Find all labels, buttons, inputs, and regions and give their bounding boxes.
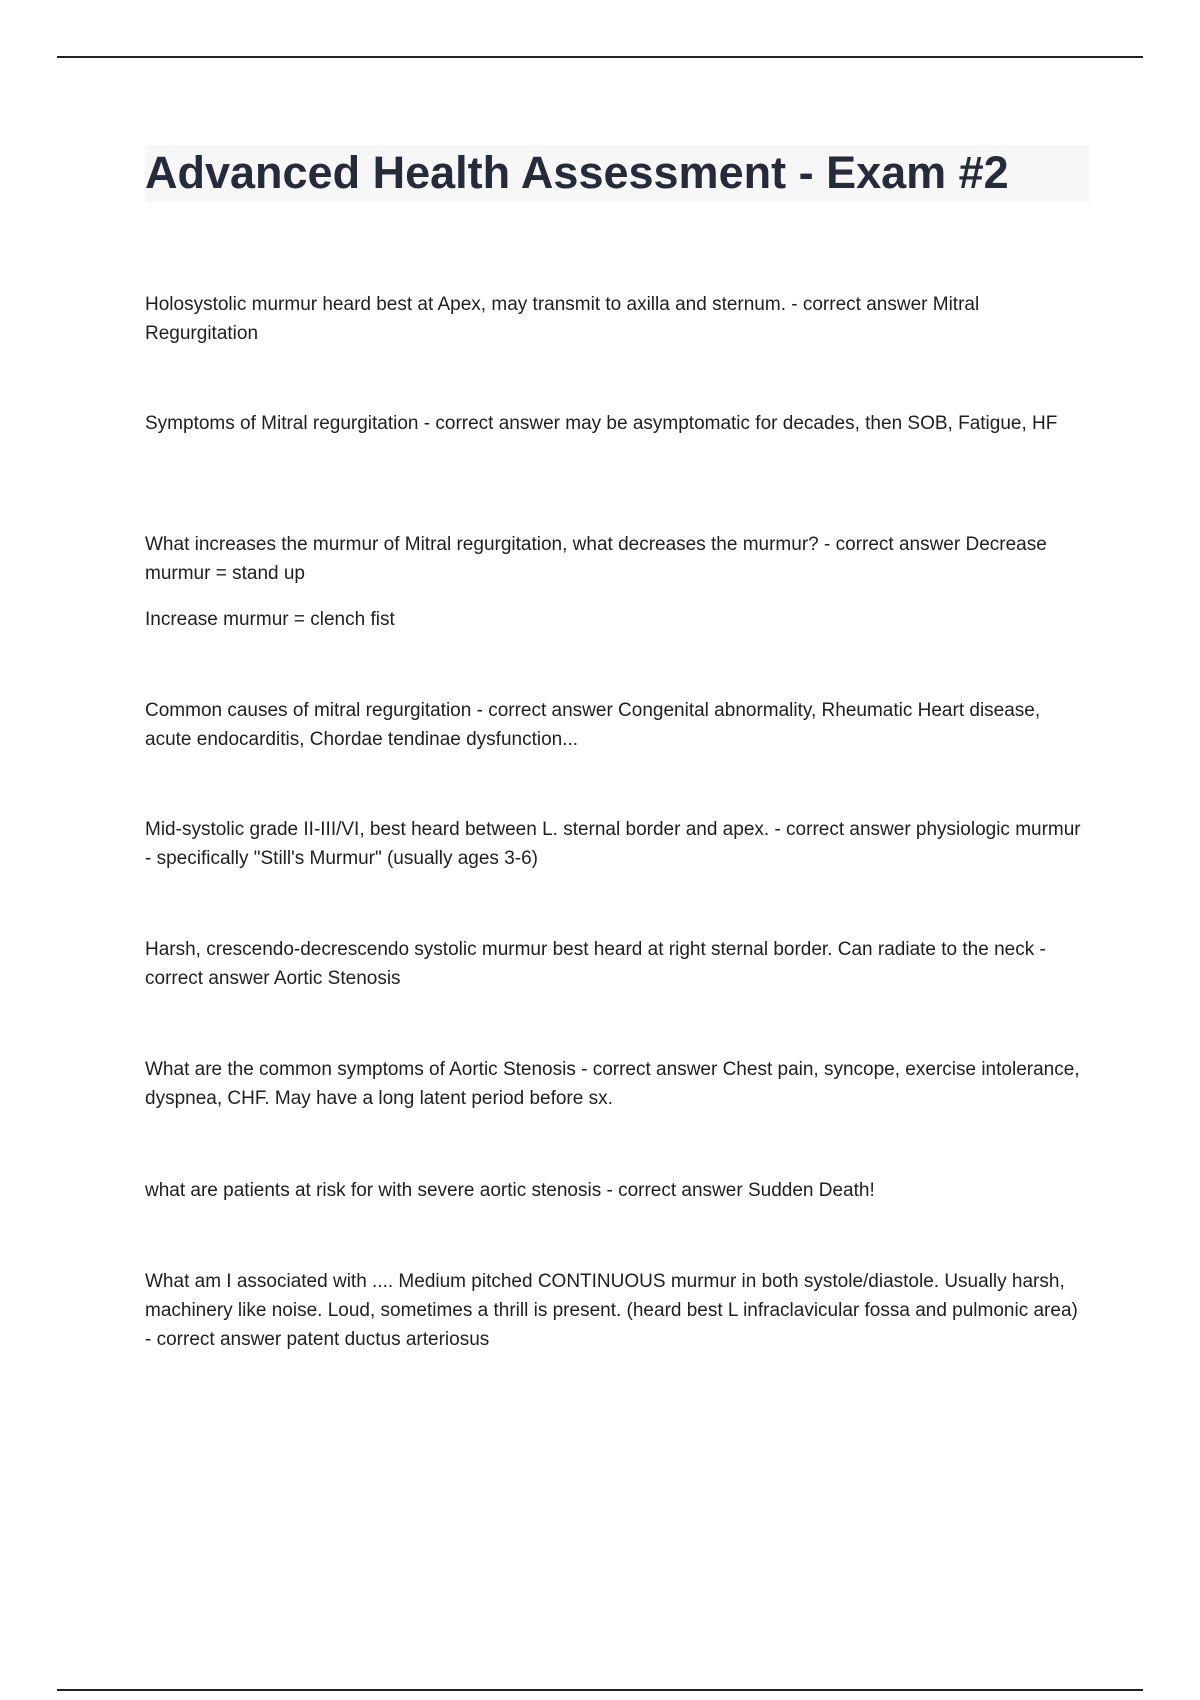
page-title: Advanced Health Assessment - Exam #2: [145, 147, 1009, 198]
qa-text: Common causes of mitral regurgitation - correct answer Congenital abnormality, Rheumatic Heart disease, acute endocarditis, Chordae tendinae dysfunction...: [145, 700, 1041, 750]
qa-item-3: [145, 530, 1085, 634]
qa-item-9: [145, 1267, 1085, 1354]
title-highlight: [145, 145, 1089, 202]
qa-item-8: [145, 1176, 1085, 1205]
bottom-rule: [57, 1689, 1143, 1691]
top-rule: [57, 56, 1143, 58]
qa-item-4: [145, 696, 1085, 754]
qa-text: what are patients at risk for with severe aortic stenosis - correct answer Sudden Death!: [145, 1180, 875, 1201]
qa-text: What increases the murmur of Mitral regurgitation, what decreases the murmur? - correct answer Decrease murmur = stand up: [145, 534, 1047, 584]
qa-text: Mid-systolic grade II-III/VI, best heard between L. sternal border and apex. - correct answer physiologic murmur - specifically "Still's Murmur" (usually ages 3-6): [145, 819, 1081, 869]
qa-text: What am I associated with .... Medium pitched CONTINUOUS murmur in both systole/diastole. Usually harsh, machinery like noise. Loud, sometimes a thrill is present. (heard best L infraclavicular fossa and pulmonic area) - correct answer patent ductus arteriosus: [145, 1271, 1078, 1350]
qa-item-2: [145, 409, 1085, 438]
qa-text: What are the common symptoms of Aortic Stenosis - correct answer Chest pain, syncope, exercise intolerance, dyspnea, CHF. May have a long latent period before sx.: [145, 1059, 1080, 1109]
qa-text: Harsh, crescendo-decrescendo systolic murmur best heard at right sternal border. Can radiate to the neck - correct answer Aortic Stenosis: [145, 939, 1046, 989]
qa-item-6: [145, 935, 1085, 993]
qa-item-5: [145, 815, 1085, 873]
qa-item-1: [145, 290, 1085, 348]
qa-item-7: [145, 1055, 1085, 1113]
qa-text: Symptoms of Mitral regurgitation - correct answer may be asymptomatic for decades, then SOB, Fatigue, HF: [145, 413, 1058, 434]
qa-text: Holosystolic murmur heard best at Apex, may transmit to axilla and sternum. - correct answer Mitral Regurgitation: [145, 294, 980, 344]
qa-text-continued: Increase murmur = clench fist: [145, 609, 395, 630]
